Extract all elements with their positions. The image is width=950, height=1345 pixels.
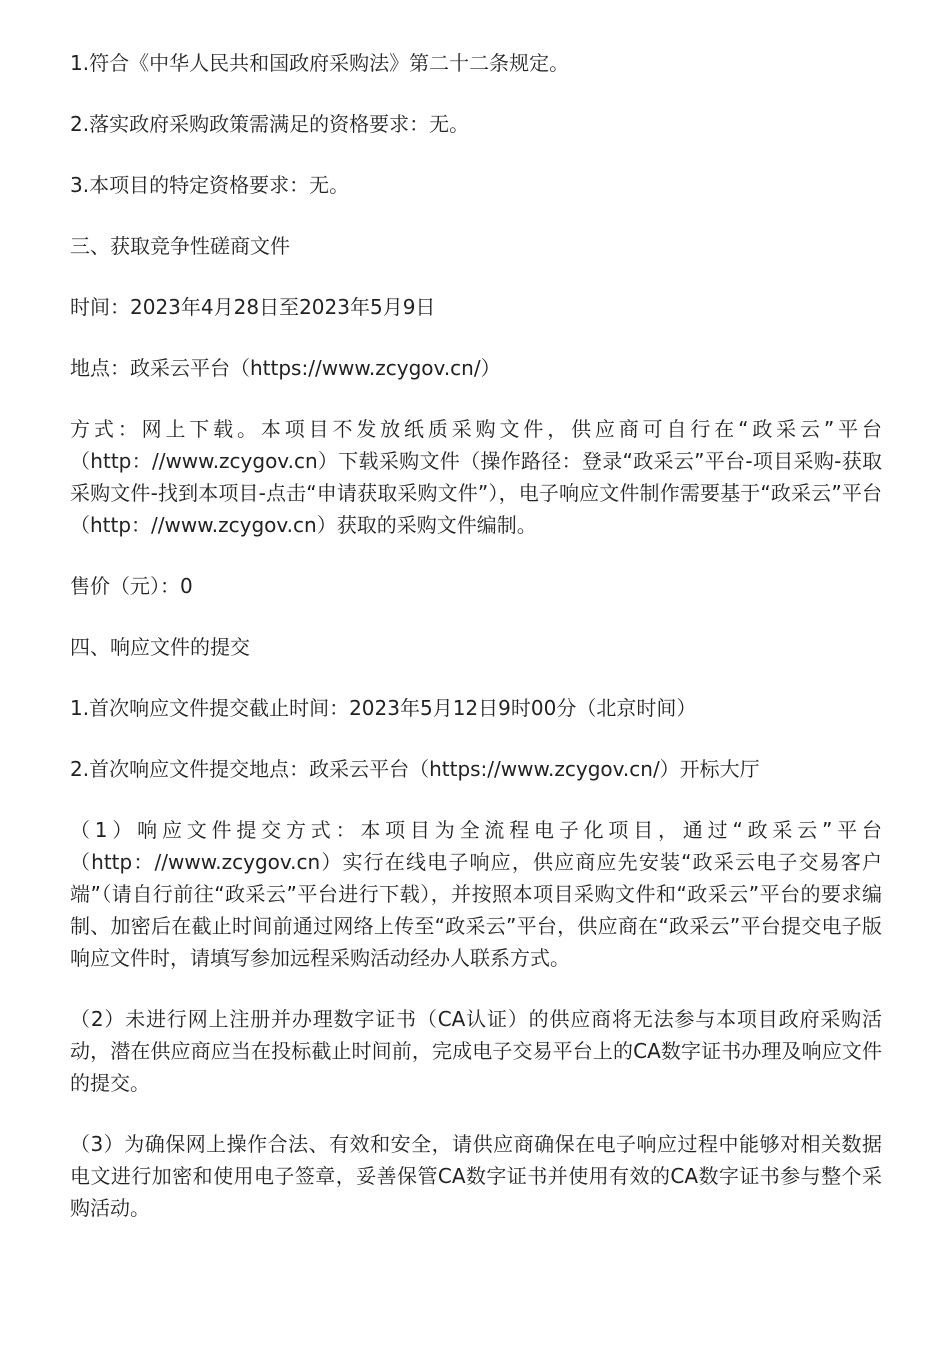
document-body (70, 47, 882, 1253)
submission-deadline: 1.首次响应文件提交截止时间：2023年5月12日9时00分（北京时间） (70, 696, 697, 720)
qualification-item-2: 2.落实政府采购政策需满足的资格要求：无。 (70, 112, 470, 136)
obtain-location: 地点：政采云平台（https://www.zcygov.cn/） (70, 356, 501, 380)
submission-method: （1）响应文件提交方式：本项目为全流程电子化项目，通过“政采云”平台（http：//www.zcygov.cn）实行在线电子响应，供应商应先安装“政采云电子交易客户端”（请自行前往“政采云”平台进行下载），并按照本项目采购文件和“政采云”平台的要求编制、加密后在截止时间前通过网络上传至“政采云”平台，供应商在“政采云”平台提交电子版响应文件时，请填写参加远程采购活动经办人联系方式。 (70, 818, 882, 970)
qualification-item-3: 3.本项目的特定资格要求：无。 (70, 173, 350, 197)
security-note: （3）为确保网上操作合法、有效和安全，请供应商确保在电子响应过程中能够对相关数据电文进行加密和使用电子签章，妥善保管CA数字证书并使用有效的CA数字证书参与整个采购活动。 (70, 1132, 882, 1220)
qualification-item-1: 1.符合《中华人民共和国政府采购法》第二十二条规定。 (70, 51, 570, 75)
section-heading-submission: 四、响应文件的提交 (70, 635, 250, 659)
section-heading-obtain-documents: 三、获取竞争性磋商文件 (70, 234, 290, 258)
submission-location: 2.首次响应文件提交地点：政采云平台（https://www.zcygov.cn/）开标大厅 (70, 757, 760, 781)
obtain-time: 时间：2023年4月28日至2023年5月9日 (70, 295, 436, 319)
price: 售价（元）：0 (70, 574, 193, 598)
ca-certificate-note: （2）未进行网上注册并办理数字证书（CA认证）的供应商将无法参与本项目政府采购活动，潜在供应商应当在投标截止时间前，完成电子交易平台上的CA数字证书办理及响应文件的提交。 (70, 1007, 882, 1095)
obtain-method: 方式：网上下载。本项目不发放纸质采购文件，供应商可自行在“政采云”平台（http：//www.zcygov.cn）下载采购文件（操作路径：登录“政采云”平台-项目采购-获取采购文件-找到本项目-点击“申请获取采购文件”），电子响应文件制作需要基于“政采云”平台（http：//www.zcygov.cn）获取的采购文件编制。 (70, 417, 882, 537)
